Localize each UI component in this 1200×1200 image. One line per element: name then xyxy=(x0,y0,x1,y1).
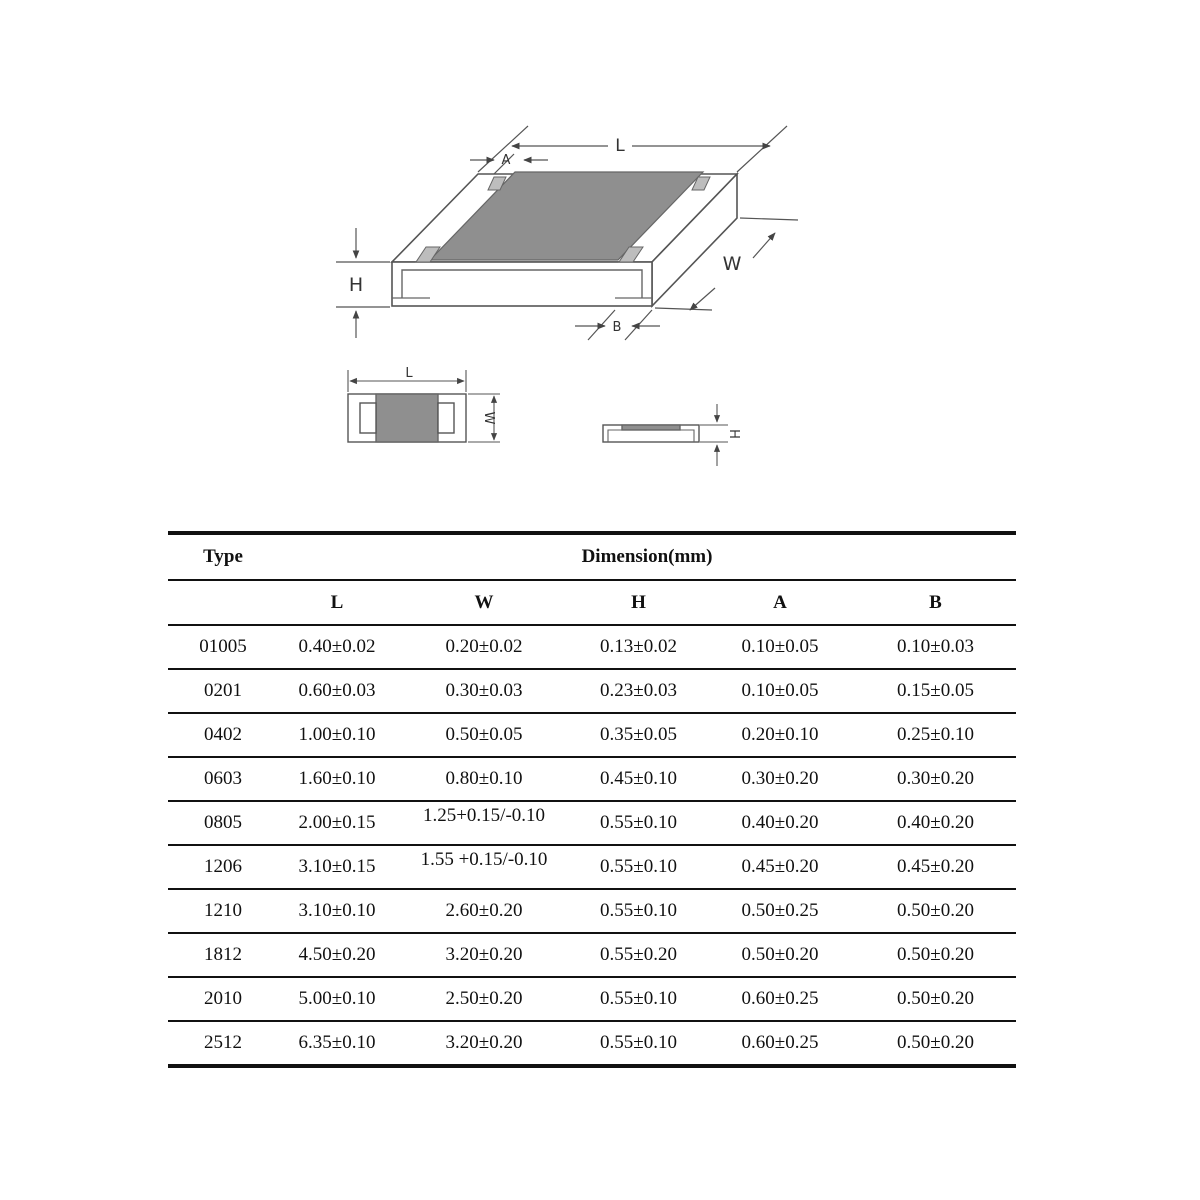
dimension-length-iso xyxy=(478,126,787,172)
A-cell: 0.50±0.25 xyxy=(705,889,855,933)
B-cell: 0.10±0.03 xyxy=(855,625,1016,669)
W-cell: 0.20±0.02 xyxy=(396,625,572,669)
W-cell: 3.20±0.20 xyxy=(396,933,572,977)
H-cell: 0.55±0.10 xyxy=(572,845,705,889)
A-cell: 0.45±0.20 xyxy=(705,845,855,889)
table-row xyxy=(168,801,1016,845)
H-cell: 0.55±0.10 xyxy=(572,801,705,845)
table-row xyxy=(168,889,1016,933)
table-row xyxy=(168,625,1016,669)
A-cell: 0.20±0.10 xyxy=(705,713,855,757)
W-value: 1.25+0.15/-0.10 xyxy=(422,805,546,826)
W-cell: 2.60±0.20 xyxy=(396,889,572,933)
type-cell: 0402 xyxy=(168,713,278,757)
label-W-top: W xyxy=(481,411,496,425)
type-cell: 1210 xyxy=(168,889,278,933)
H-cell: 0.55±0.20 xyxy=(572,933,705,977)
type-cell: 0805 xyxy=(168,801,278,845)
chip-resistor-diagram xyxy=(0,0,1200,500)
W-cell xyxy=(396,801,572,845)
column-header-L: L xyxy=(278,580,396,625)
type-cell: 1812 xyxy=(168,933,278,977)
W-cell: 0.30±0.03 xyxy=(396,669,572,713)
H-cell: 0.13±0.02 xyxy=(572,625,705,669)
dimension-group-header: Dimension(mm) xyxy=(278,533,1016,580)
W-cell: 0.50±0.05 xyxy=(396,713,572,757)
W-cell xyxy=(396,845,572,889)
B-cell: 0.50±0.20 xyxy=(855,889,1016,933)
label-B: B xyxy=(612,320,622,335)
A-cell: 0.50±0.20 xyxy=(705,933,855,977)
B-cell: 0.40±0.20 xyxy=(855,801,1016,845)
type-cell: 2512 xyxy=(168,1021,278,1066)
L-cell: 3.10±0.15 xyxy=(278,845,396,889)
H-cell: 0.23±0.03 xyxy=(572,669,705,713)
label-L-iso: L xyxy=(615,136,625,156)
type-header: Type xyxy=(168,533,278,580)
B-cell: 0.50±0.20 xyxy=(855,1021,1016,1066)
L-cell: 0.60±0.03 xyxy=(278,669,396,713)
L-cell: 2.00±0.15 xyxy=(278,801,396,845)
column-header-W: W xyxy=(396,580,572,625)
B-cell: 0.50±0.20 xyxy=(855,977,1016,1021)
L-cell: 5.00±0.10 xyxy=(278,977,396,1021)
label-H-iso: H xyxy=(348,274,364,296)
W-cell: 3.20±0.20 xyxy=(396,1021,572,1066)
header-row-columns xyxy=(168,580,1016,625)
side-view xyxy=(603,404,728,466)
label-H-side: H xyxy=(726,429,741,439)
table-row xyxy=(168,845,1016,889)
A-cell: 0.60±0.25 xyxy=(705,977,855,1021)
W-value: 1.55 +0.15/-0.10 xyxy=(420,849,548,870)
column-header-H: H xyxy=(572,580,705,625)
W-cell: 2.50±0.20 xyxy=(396,977,572,1021)
column-header-A: A xyxy=(705,580,855,625)
label-W-iso: W xyxy=(722,253,742,275)
H-cell: 0.55±0.10 xyxy=(572,1021,705,1066)
type-cell: 0603 xyxy=(168,757,278,801)
column-header-B: B xyxy=(855,580,1016,625)
table-row xyxy=(168,1021,1016,1066)
type-cell: 1206 xyxy=(168,845,278,889)
type-cell: 2010 xyxy=(168,977,278,1021)
L-cell: 1.60±0.10 xyxy=(278,757,396,801)
A-cell: 0.30±0.20 xyxy=(705,757,855,801)
B-cell: 0.45±0.20 xyxy=(855,845,1016,889)
A-cell: 0.60±0.25 xyxy=(705,1021,855,1066)
H-cell: 0.35±0.05 xyxy=(572,713,705,757)
H-cell: 0.55±0.10 xyxy=(572,889,705,933)
top-view xyxy=(348,370,500,442)
H-cell: 0.45±0.10 xyxy=(572,757,705,801)
empty-header-cell xyxy=(168,580,278,625)
W-cell: 0.80±0.10 xyxy=(396,757,572,801)
L-cell: 0.40±0.02 xyxy=(278,625,396,669)
table-row xyxy=(168,933,1016,977)
B-cell: 0.15±0.05 xyxy=(855,669,1016,713)
type-cell: 01005 xyxy=(168,625,278,669)
table-row xyxy=(168,977,1016,1021)
A-cell: 0.40±0.20 xyxy=(705,801,855,845)
type-cell: 0201 xyxy=(168,669,278,713)
L-cell: 6.35±0.10 xyxy=(278,1021,396,1066)
A-cell: 0.10±0.05 xyxy=(705,669,855,713)
table-row xyxy=(168,757,1016,801)
L-cell: 4.50±0.20 xyxy=(278,933,396,977)
L-cell: 3.10±0.10 xyxy=(278,889,396,933)
label-A: A xyxy=(501,153,511,168)
dimension-table xyxy=(168,531,1016,1068)
isometric-view xyxy=(392,172,737,306)
label-L-top: L xyxy=(405,366,413,381)
header-row-primary xyxy=(168,533,1016,580)
B-cell: 0.30±0.20 xyxy=(855,757,1016,801)
table-row xyxy=(168,669,1016,713)
table-row xyxy=(168,713,1016,757)
L-cell: 1.00±0.10 xyxy=(278,713,396,757)
B-cell: 0.25±0.10 xyxy=(855,713,1016,757)
H-cell: 0.55±0.10 xyxy=(572,977,705,1021)
A-cell: 0.10±0.05 xyxy=(705,625,855,669)
B-cell: 0.50±0.20 xyxy=(855,933,1016,977)
